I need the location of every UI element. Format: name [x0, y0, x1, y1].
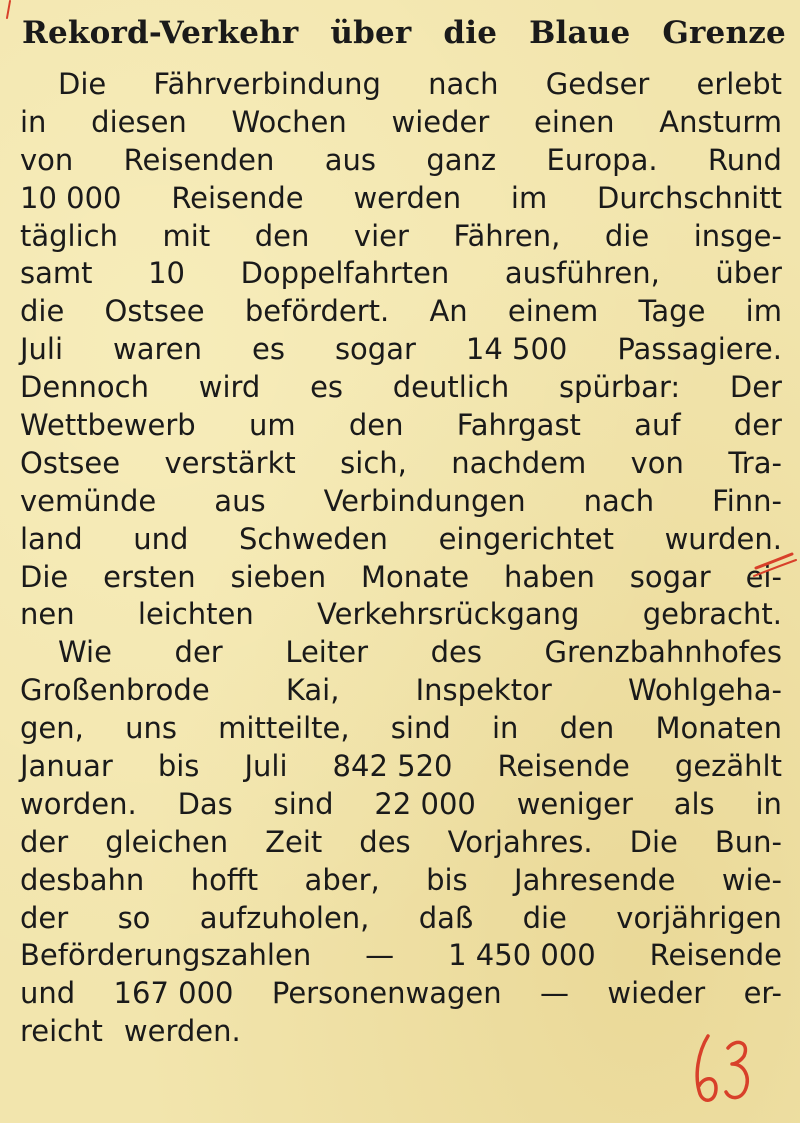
word: 14 500 [465, 332, 568, 367]
word: vier [353, 218, 409, 253]
word: Verbindungen [323, 483, 526, 518]
word: ausführen, [504, 256, 660, 291]
word: 167 000 [113, 976, 234, 1011]
word: waren [113, 332, 203, 367]
word: Die [20, 559, 69, 594]
text-line [20, 596, 782, 634]
word: in [20, 104, 47, 139]
headline-word: Grenze [662, 15, 786, 51]
text-line [20, 634, 782, 672]
word: Jahresende [514, 862, 676, 897]
text-line [20, 293, 782, 331]
word: leichten [137, 597, 254, 632]
word: Reisende [171, 180, 304, 215]
word: Europa. [546, 142, 658, 177]
word: vorjährigen [616, 900, 782, 935]
word: des [359, 824, 411, 859]
word: Monate [361, 559, 470, 594]
word: Die [629, 824, 678, 859]
text-line [20, 559, 782, 597]
word: Wochen [231, 104, 347, 139]
text-line [20, 975, 782, 1013]
word: Verkehrsrückgang [317, 597, 580, 632]
word: gebracht. [642, 597, 782, 632]
headline-word: über [330, 15, 412, 51]
word: Wohlgeha- [627, 673, 782, 708]
word: Die [58, 67, 107, 101]
word: Juli [244, 749, 288, 784]
handwritten-page-number [690, 1030, 760, 1110]
word: Gedser [545, 67, 650, 101]
word: bis [157, 749, 200, 784]
text-line [20, 407, 782, 445]
word: Schweden [239, 521, 388, 556]
word: der [174, 635, 223, 670]
word: wurden. [664, 521, 782, 556]
word: nach [583, 483, 655, 518]
word: aus [324, 142, 376, 177]
word: Januar [20, 749, 113, 784]
word: befördert. [244, 294, 390, 329]
word: verstärkt [164, 445, 296, 480]
text-line [20, 937, 782, 975]
word: Tage [638, 294, 706, 329]
word: Der [729, 370, 782, 405]
word: die [604, 218, 650, 253]
text-line [20, 483, 782, 521]
word: haben [504, 559, 595, 594]
text-line [20, 180, 782, 218]
word: in [755, 786, 782, 821]
text-line [20, 218, 782, 256]
word: Ostsee [20, 445, 121, 480]
word: die [20, 294, 65, 329]
word: einen [534, 104, 615, 139]
text-line [20, 900, 782, 938]
text-line [20, 748, 782, 786]
red-pencil-mark [752, 548, 798, 588]
word: diesen [91, 104, 187, 139]
word: sind [273, 786, 334, 821]
word: es [252, 332, 285, 367]
word: ei- [745, 559, 782, 594]
text-line [20, 786, 782, 824]
word: Ansturm [659, 104, 782, 139]
word: Passagiere. [617, 332, 782, 367]
word: 842 520 [332, 749, 453, 784]
word: nach [428, 67, 499, 101]
word: gen, [20, 711, 84, 746]
text-line [20, 104, 782, 142]
word: es [310, 370, 344, 405]
word: Das [177, 786, 233, 821]
text-line [20, 824, 782, 862]
word: gezählt [674, 749, 782, 784]
corner-pencil-mark [2, 0, 14, 20]
word: vemünde [20, 483, 157, 518]
word: Finn- [712, 483, 782, 518]
word: Doppelfahrten [240, 256, 450, 291]
text-line [20, 255, 782, 293]
word: desbahn [20, 862, 145, 897]
word: in [491, 711, 519, 746]
word: eingerichtet [438, 521, 614, 556]
word: Juli [20, 332, 64, 367]
word: deutlich [392, 370, 510, 405]
word: wird [198, 370, 261, 405]
word: Vorjahres. [447, 824, 593, 859]
text-line [20, 142, 782, 180]
word: Ostsee [104, 294, 205, 329]
headline-word: die [443, 15, 498, 51]
word: täglich [20, 218, 118, 253]
text-line [20, 862, 782, 900]
word: sind [390, 711, 451, 746]
word: der [20, 824, 69, 859]
word: von [630, 445, 684, 480]
article-headline [22, 10, 786, 56]
word: gleichen [105, 824, 229, 859]
word: wieder [391, 104, 490, 139]
word: sogar [629, 559, 711, 594]
word: im [510, 180, 548, 215]
word: wie- [721, 862, 782, 897]
word: um [248, 408, 296, 443]
word: Tra- [728, 445, 782, 480]
word: Zeit [265, 824, 323, 859]
word: einem [507, 294, 599, 329]
word: ganz [426, 142, 497, 177]
word: — [365, 938, 395, 973]
word: den [254, 218, 310, 253]
word: Wettbewerb [20, 408, 196, 443]
word: weniger [516, 786, 633, 821]
word: Leiter [285, 635, 368, 670]
word: Reisende [649, 938, 782, 973]
word: ersten [103, 559, 196, 594]
word: die [522, 900, 567, 935]
headline-word: Rekord-Verkehr [22, 15, 299, 51]
article-body [20, 66, 782, 1051]
word: Bun- [714, 824, 782, 859]
word: Kai, [285, 673, 340, 708]
word: und [133, 521, 189, 556]
word: bis [426, 862, 468, 897]
word: von [20, 142, 74, 177]
text-line [20, 331, 782, 369]
word: mit [162, 218, 211, 253]
word: Fähren, [453, 218, 561, 253]
word: nachdem [451, 445, 587, 480]
word: Großenbrode [20, 673, 210, 708]
word: über [715, 256, 782, 291]
word: aus [214, 483, 266, 518]
text-line [20, 445, 782, 483]
word: nen [20, 597, 75, 632]
word: Monaten [655, 711, 782, 746]
word: samt [20, 256, 93, 291]
word: — [540, 976, 570, 1011]
word: 10 [148, 256, 185, 291]
word: und [20, 976, 76, 1011]
word: Dennoch [20, 370, 149, 405]
word: mitteilte, [218, 711, 350, 746]
word: sieben [230, 559, 327, 594]
headline-word: Blaue [529, 15, 631, 51]
word: wieder [607, 976, 706, 1011]
word: werden [353, 180, 462, 215]
word: den [348, 408, 404, 443]
word: Grenzbahnhofes [544, 635, 782, 670]
word: werden. [123, 1014, 241, 1049]
word: 10 000 [20, 180, 122, 215]
text-line [20, 710, 782, 748]
word: daß [418, 900, 474, 935]
word: land [20, 521, 83, 556]
text-line [20, 1013, 782, 1051]
word: spürbar: [558, 370, 681, 405]
word: so [117, 900, 151, 935]
word: aber, [304, 862, 380, 897]
word: uns [125, 711, 177, 746]
word: Fahrgast [456, 408, 581, 443]
word: 22 000 [374, 786, 476, 821]
word: Beförderungszahlen [20, 938, 312, 973]
word: des [430, 635, 482, 670]
word: sogar [334, 332, 416, 367]
word: Reisende [497, 749, 630, 784]
word: reicht [20, 1014, 103, 1049]
word: Personenwagen [271, 976, 502, 1011]
word: Rund [707, 142, 782, 177]
word: den [559, 711, 615, 746]
text-line [20, 521, 782, 559]
word: Wie [58, 635, 112, 670]
text-line [20, 672, 782, 710]
word: insge- [693, 218, 782, 253]
word: der [20, 900, 69, 935]
word: aufzuholen, [199, 900, 370, 935]
word: Inspektor [415, 673, 552, 708]
word: An [429, 294, 468, 329]
word: hofft [190, 862, 259, 897]
word: im [745, 294, 782, 329]
word: Durchschnitt [597, 180, 782, 215]
text-line [20, 66, 782, 104]
word: 1 450 000 [448, 938, 596, 973]
word: er- [743, 976, 782, 1011]
word: als [673, 786, 715, 821]
word: erlebt [696, 67, 782, 101]
word: auf [634, 408, 681, 443]
word: sich, [340, 445, 407, 480]
word: Fährverbindung [153, 67, 381, 101]
word: worden. [20, 786, 137, 821]
word: Reisenden [123, 142, 275, 177]
text-line [20, 369, 782, 407]
word: der [733, 408, 782, 443]
